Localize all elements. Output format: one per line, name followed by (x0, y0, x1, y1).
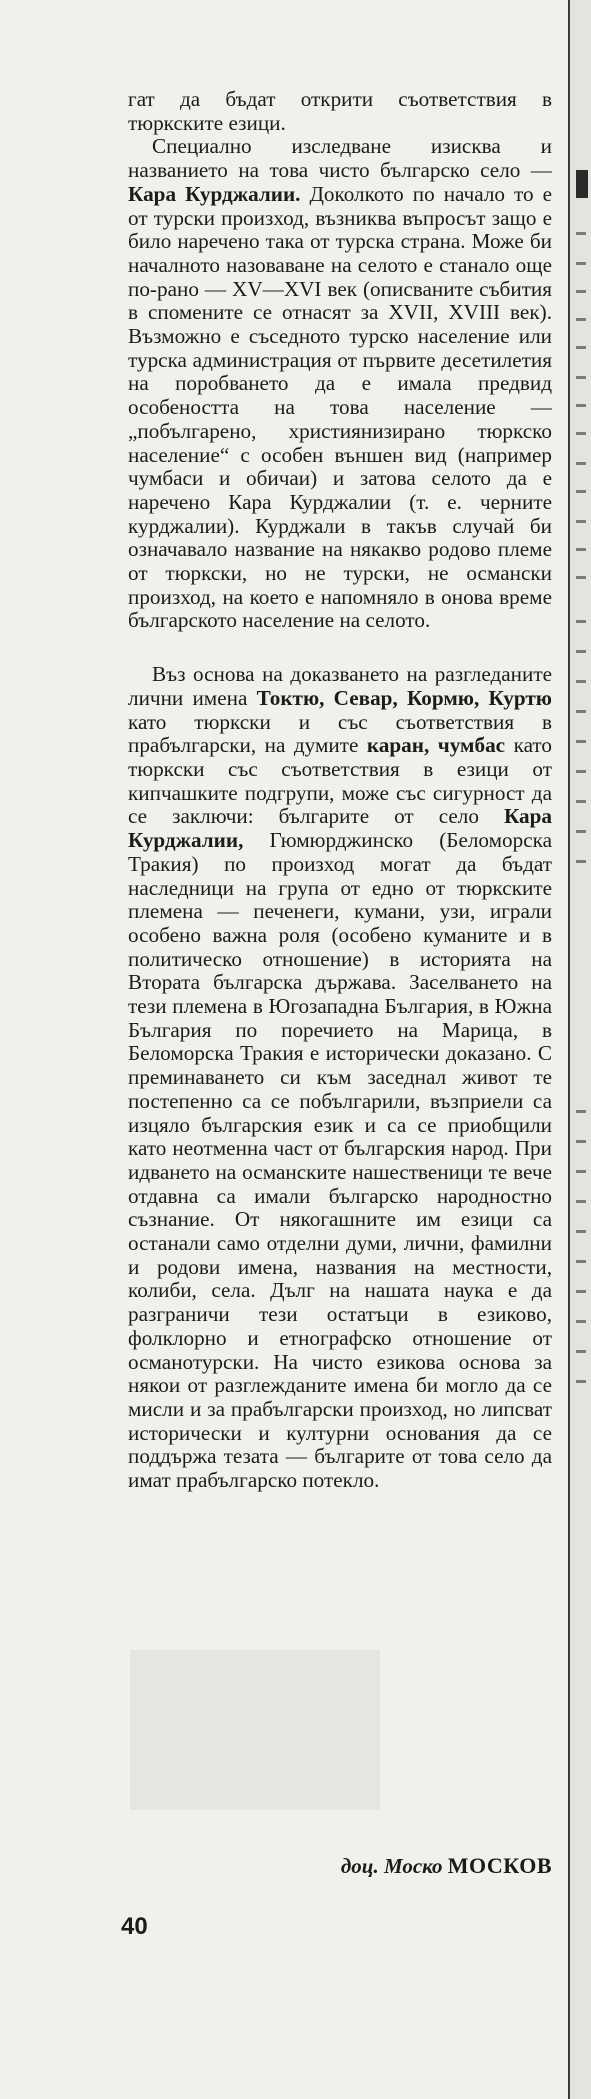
adjacent-page-mark (576, 680, 586, 683)
adjacent-page-mark (576, 1320, 586, 1323)
text-run: Гюмюрджинско (Беломорска Тракия) по произход могат да бъдат наследници на група от едно от тюркските племена — печенеги, кумани, узи, играли особено важна роля (особено куманите и в политическо отношение) в историята на Втората българска държава. Заселването на тези племена в Югозападна България, в Южна България по поречието на Марица, в Беломорска Тракия е исторически доказано. С преминаването си към заседнал живот те постепенно са се побългарили, възприели са изцяло българския език и са се приобщили като неотменна част от българския народ. При идването на османските нашественици те вече отдавна са имали българско народностно съзнание. От някогашните им езици са останали само отделни думи, лични, фамилни и родови имена, названия на местности, колиби, села. Дълг на нашата наука е да разграничи тези остатъци в езиково, фолклорно и етнографско отношение от османотурски. На чисто езикова основа за някои от разглежданите имена би могло да се мисли и за прабългарски произход, но липсват исторически и културни основания да се поддържа тезата — българите от това село да имат прабългарско потекло. (128, 828, 552, 1493)
adjacent-page-mark (576, 1290, 586, 1293)
text-run: Въз основа на доказването на разгледаните лични имена (128, 662, 552, 710)
paragraph-conclusion (128, 663, 552, 1493)
adjacent-page-mark (576, 170, 588, 198)
adjacent-page-mark (576, 346, 586, 349)
adjacent-page-mark (576, 650, 586, 653)
page-number: 40 (121, 1913, 148, 1940)
adjacent-page-mark (576, 1140, 586, 1143)
adjacent-page-mark (576, 620, 586, 623)
author-signature (270, 1853, 552, 1879)
adjacent-page-mark (576, 1200, 586, 1203)
adjacent-page-mark (576, 462, 586, 465)
text-run: като тюркски и със съответствия в прабългарски, на думите (128, 709, 552, 758)
scan-shadow (130, 1650, 380, 1810)
adjacent-page-edge (568, 0, 591, 2099)
adjacent-page-mark (576, 576, 586, 579)
adjacent-page-mark (576, 800, 586, 803)
emphasis-personal-names: Токтю, Севар, Кормю, Куртю (256, 685, 552, 710)
adjacent-page-mark (576, 770, 586, 773)
adjacent-page-mark (576, 376, 586, 379)
adjacent-page-mark (576, 1110, 586, 1113)
adjacent-page-mark (576, 740, 586, 743)
emphasis-village-name: Кара Курджалии. (128, 181, 301, 206)
emphasis-words: каран, чумбас (366, 733, 506, 758)
adjacent-page-mark (576, 1260, 586, 1263)
adjacent-page-mark (576, 1230, 586, 1233)
paragraph-village-name (128, 135, 552, 633)
author-title: доц. Моско (340, 1854, 443, 1878)
adjacent-page-mark (576, 1380, 586, 1383)
adjacent-page-mark (576, 232, 586, 235)
adjacent-page-mark (576, 318, 586, 321)
adjacent-page-mark (576, 404, 586, 407)
adjacent-page-mark (576, 1170, 586, 1173)
adjacent-page-mark (576, 432, 586, 435)
adjacent-page-mark (576, 490, 586, 493)
adjacent-page-mark (576, 520, 586, 523)
adjacent-page-mark (576, 262, 586, 265)
paragraph-continuation (128, 88, 552, 135)
adjacent-page-mark (576, 548, 586, 551)
paragraph-gap (128, 633, 552, 663)
adjacent-page-mark (576, 830, 586, 833)
adjacent-page-mark (576, 710, 586, 713)
article-column (128, 88, 552, 1493)
text-run: Доколкото по начало то е от турски произход, възниква въпросът защо е било наречено така от турска страна. Може би началното назоваване на селото е станало още по-рано — XV—XVI век (описваните събития в спомените се отнасят за XVII, XVIII век). Възможно е съседното турско население или турска администрация от първите десетилетия на поробването да е имала предвид особеността на това население — „побългарено, християнизирано тюркско население“ с особен външен вид (например чумбаси и обичаи) и затова селото да е наречено Кара Курджалии (т. е. черните курджалии). Курджали в такъв случай би означавало название на някакво родово племе от тюркски, но не турски, не османски произход, на което е напомняло в онова време българското население на селото. (128, 181, 552, 633)
adjacent-page-mark (576, 290, 586, 293)
text-run: гат да бъдат открити съответствия в тюркските езици. (128, 87, 552, 135)
text-run: като тюркски със съответствия в езици от кипчашките подгрупи, може със сигурност да се заключи: българите от село (128, 733, 553, 829)
adjacent-page-mark (576, 860, 586, 863)
text-run: Специално изследване изисква и названието на това чисто българско село — (128, 134, 552, 183)
author-surname: МОСКОВ (447, 1853, 552, 1878)
adjacent-page-mark (576, 1350, 586, 1353)
emphasis-village-name: Кара Курджалии, (128, 804, 552, 853)
